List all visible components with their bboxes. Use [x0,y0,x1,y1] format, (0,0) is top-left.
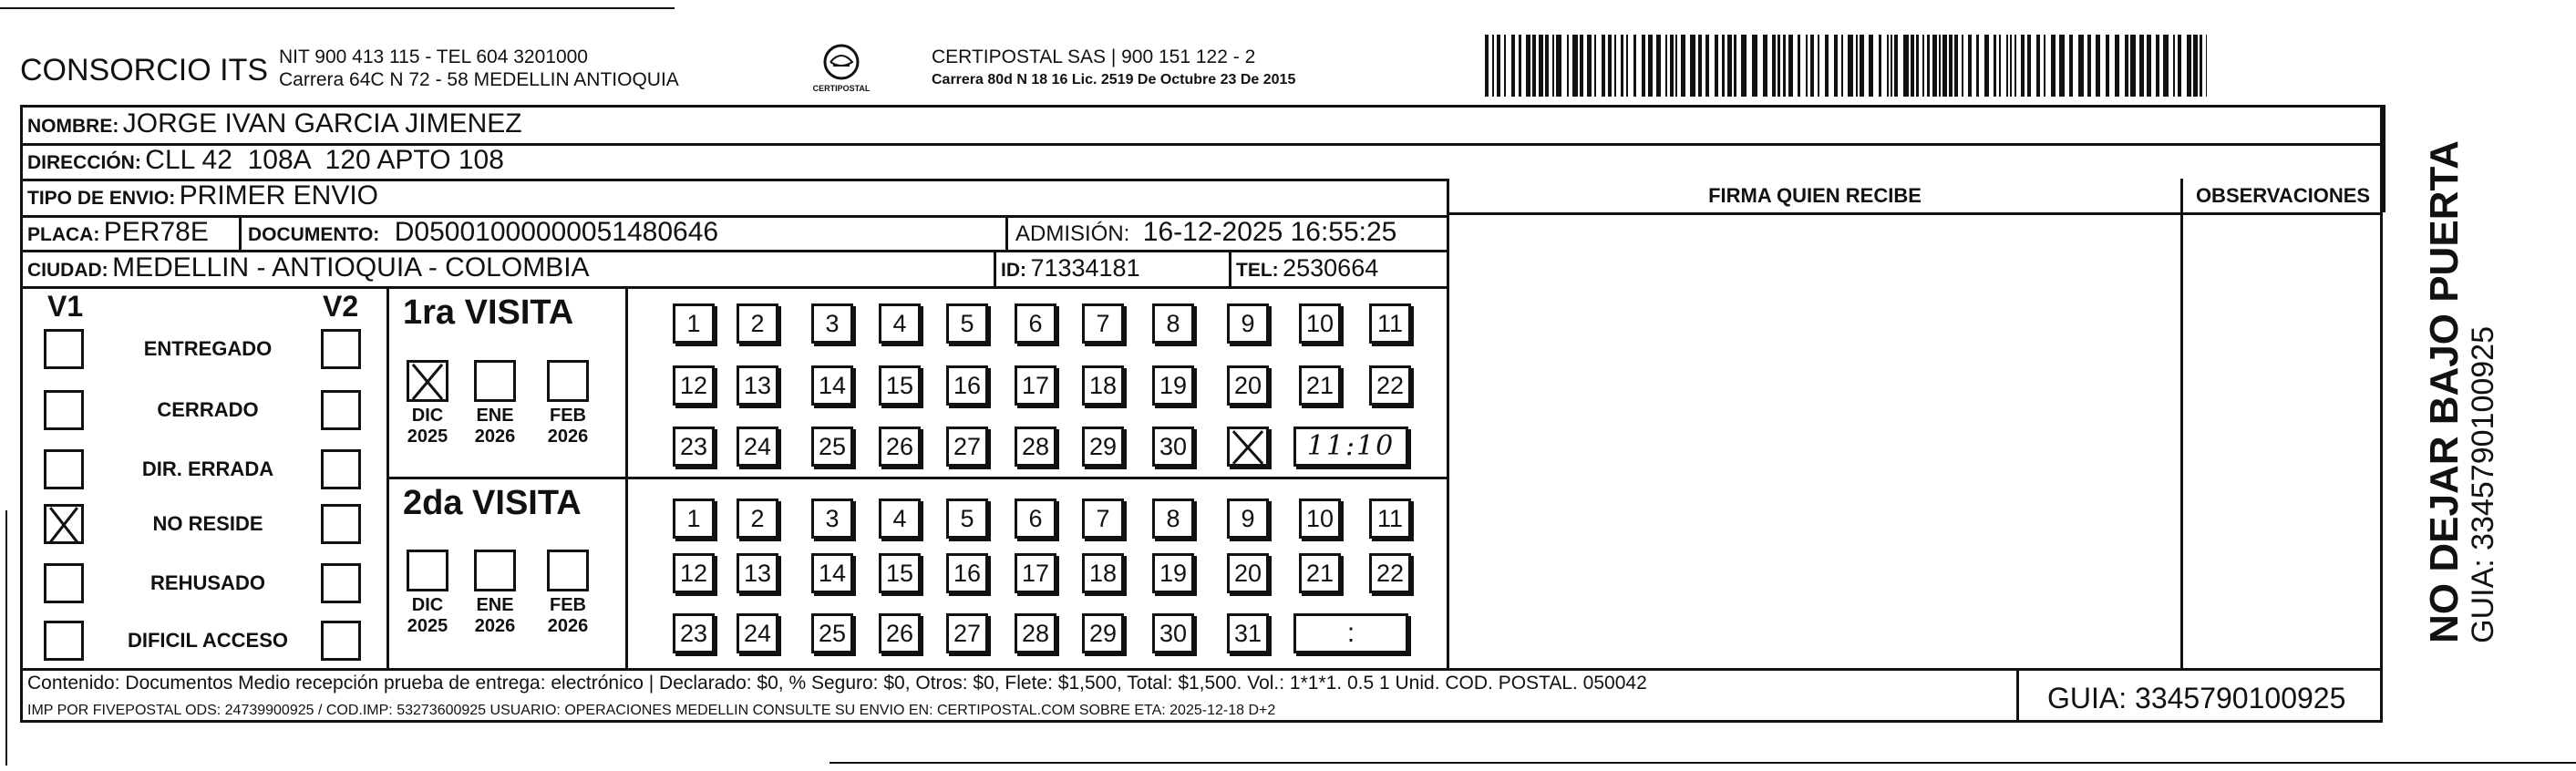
visit2-day-9[interactable]: 9 [1227,499,1269,539]
placa-value: PER78E [103,217,209,247]
visit2-month-box-1[interactable] [474,550,516,591]
nombre-value: JORGE IVAN GARCIA JIMENEZ [122,108,522,139]
visit1-day-30[interactable]: 30 [1152,427,1194,467]
state-label-0: ENTREGADO [143,337,273,360]
visit1-day-21[interactable]: 21 [1299,365,1341,406]
v2-checkbox-5[interactable] [321,621,361,661]
ciudad-label: CIUDAD: [27,260,108,281]
visit1-month-box-0[interactable] [407,360,448,402]
visit2-day-10[interactable]: 10 [1299,499,1341,539]
certipostal-info [932,46,1295,91]
visit1-day-17[interactable]: 17 [1015,365,1056,406]
month-name: DIC [411,406,444,426]
visit1-day-8[interactable]: 8 [1152,303,1194,344]
visit2-day-26[interactable]: 26 [879,613,921,653]
ciudad-value: MEDELLIN - ANTIOQUIA - COLOMBIA [112,252,590,283]
visit1-day-23[interactable]: 23 [673,427,715,467]
documento-value: D05001000000051480646 [394,217,719,247]
visit2-month-label-2 [536,595,600,637]
company-name: CONSORCIO ITS [20,53,269,87]
visit2-day-4[interactable]: 4 [879,499,921,539]
id-label: ID: [1001,260,1026,281]
v2-checkbox-0[interactable] [321,329,361,369]
visit2-day-31[interactable]: 31 [1227,613,1269,653]
v2-checkbox-3[interactable] [321,504,361,544]
direccion-row [27,145,504,176]
visit1-day-24[interactable]: 24 [737,427,778,467]
v1-checkbox-3[interactable] [44,504,84,544]
tipo-value: PRIMER ENVIO [179,180,379,211]
visit1-month-label-0 [396,406,459,447]
side-notice [2423,140,2499,643]
v2-header: V2 [323,290,359,323]
month-name: FEB [550,406,586,426]
visit2-day-27[interactable]: 27 [946,613,988,653]
visit2-day-6[interactable]: 6 [1015,499,1056,539]
barcode [1481,35,2210,97]
visit2-day-17[interactable]: 17 [1015,553,1056,593]
no-dejar-notice: NO DEJAR BAJO PUERTA [2422,140,2467,643]
month-year: 2026 [474,616,516,636]
direccion-value: CLL 42 108A 120 APTO 108 [145,145,504,175]
visit2-day-3[interactable]: 3 [811,499,853,539]
month-year: 2025 [407,427,448,447]
visit2-day-28[interactable]: 28 [1015,613,1056,653]
v1-checkbox-4[interactable] [44,563,84,603]
visit2-day-18[interactable]: 18 [1082,553,1124,593]
side-guia: GUIA: 3345790100925 [2466,326,2500,643]
visit1-day-29[interactable]: 29 [1082,427,1124,467]
visit1-day-3[interactable]: 3 [811,303,853,344]
visit1-day-6[interactable]: 6 [1015,303,1056,344]
visit1-day-9[interactable]: 9 [1227,303,1269,344]
visit2-day-24[interactable]: 24 [737,613,778,653]
visit2-title: 2da VISITA [403,484,582,522]
visit2-day-2[interactable]: 2 [737,499,778,539]
visit2-day-19[interactable]: 19 [1152,553,1194,593]
v1-checkbox-0[interactable] [44,329,84,369]
tipo-label: TIPO DE ENVIO: [27,188,176,209]
visit2-day-15[interactable]: 15 [879,553,921,593]
visit2-day-25[interactable]: 25 [811,613,853,653]
tel-value: 2530664 [1283,254,1379,282]
nombre-row [27,108,522,139]
month-year: 2026 [547,616,589,636]
visit2-day-7[interactable]: 7 [1082,499,1124,539]
nit-line: NIT 900 413 115 - TEL 604 3201000 [279,46,588,67]
visit1-day-10[interactable]: 10 [1299,303,1341,344]
firma-header: FIRMA QUIEN RECIBE [1708,184,1922,207]
certipostal-line: CERTIPOSTAL SAS | 900 151 122 - 2 [932,46,1256,67]
visit1-title: 1ra VISITA [403,293,574,332]
admision-label: ADMISIÓN: [1015,221,1130,246]
month-year: 2025 [407,616,448,636]
visit2-day-21[interactable]: 21 [1299,553,1341,593]
visit1-day-7[interactable]: 7 [1082,303,1124,344]
visit1-day-16[interactable]: 16 [946,365,988,406]
visit1-day-12[interactable]: 12 [673,365,715,406]
visit1-day-1[interactable]: 1 [673,303,715,344]
visit2-day-1[interactable]: 1 [673,499,715,539]
visit1-day-15[interactable]: 15 [879,365,921,406]
visit2-month-label-1 [463,595,527,637]
visit2-time-field[interactable]: : [1293,613,1408,653]
visit2-day-30[interactable]: 30 [1152,613,1194,653]
visit2-day-22[interactable]: 22 [1369,553,1411,593]
tel-cell [1236,254,1378,283]
visit1-day-13[interactable]: 13 [737,365,778,406]
visit1-day-2[interactable]: 2 [737,303,778,344]
month-name: ENE [476,406,514,426]
company-address: Carrera 64C N 72 - 58 MEDELLIN ANTIOQUIA [279,69,679,90]
company-info [279,46,679,91]
guia-number: GUIA: 3345790100925 [2047,682,2346,714]
admision-value: 16-12-2025 16:55:25 [1142,217,1397,247]
visit2-month-box-0[interactable] [407,550,448,591]
visit2-day-8[interactable]: 8 [1152,499,1194,539]
observaciones-header: OBSERVACIONES [2195,184,2371,207]
v2-checkbox-4[interactable] [321,563,361,603]
visit2-day-23[interactable]: 23 [673,613,715,653]
visit1-time-field[interactable]: 11:10 [1293,427,1408,467]
v1-header: V1 [47,290,84,323]
tipo-row [27,180,378,211]
certipostal-license: Carrera 80d N 18 16 Lic. 2519 De Octubre 23 De 2015 [932,72,1296,87]
visit1-day-18[interactable]: 18 [1082,365,1124,406]
visit2-day-11[interactable]: 11 [1369,499,1411,539]
state-label-3: NO RESIDE [152,512,263,535]
v2-checkbox-1[interactable] [321,390,361,430]
visit1-day-19[interactable]: 19 [1152,365,1194,406]
visit1-day-5[interactable]: 5 [946,303,988,344]
visit1-day-crossed[interactable] [1227,427,1269,467]
visit2-month-label-0 [396,595,459,637]
visit1-day-14[interactable]: 14 [811,365,853,406]
placa-cell [27,217,209,248]
signature-area[interactable] [1449,215,2180,668]
v1-checkbox-5[interactable] [44,621,84,661]
visit1-day-20[interactable]: 20 [1227,365,1269,406]
observations-area[interactable] [2183,215,2383,668]
nombre-label: NOMBRE: [27,116,119,137]
visit2-day-5[interactable]: 5 [946,499,988,539]
visit2-day-16[interactable]: 16 [946,553,988,593]
id-value: 71334181 [1030,254,1140,282]
ciudad-cell [27,252,590,283]
visit2-day-29[interactable]: 29 [1082,613,1124,653]
state-label-1: CERRADO [157,398,259,421]
direccion-label: DIRECCIÓN: [27,152,141,173]
visit2-day-14[interactable]: 14 [811,553,853,593]
visit1-month-label-2 [536,406,600,447]
month-year: 2026 [547,427,589,447]
visit2-day-13[interactable]: 13 [737,553,778,593]
visit1-month-label-1 [463,406,527,447]
placa-label: PLACA: [27,224,100,245]
v2-checkbox-2[interactable] [321,449,361,489]
logo-text: CERTIPOSTAL [812,84,871,93]
visit1-day-25[interactable]: 25 [811,427,853,467]
state-label-4: REHUSADO [150,571,265,594]
admision-cell [1015,217,1396,248]
v1-checkbox-2[interactable] [44,449,84,489]
visit1-day-28[interactable]: 28 [1015,427,1056,467]
v1-checkbox-1[interactable] [44,390,84,430]
month-year: 2026 [474,427,516,447]
certipostal-logo [813,42,870,102]
visit1-month-box-2[interactable] [547,360,589,402]
state-label-5: DIFICIL ACCESO [127,629,288,652]
visit1-day-26[interactable]: 26 [879,427,921,467]
print-info-line: IMP POR FIVEPOSTAL ODS: 24739900925 / COD.IMP: 53273600925 USUARIO: OPERACIONES MEDELLIN CONSULTE SU ENVIO EN: CERTIPOSTAL.COM SOBRE ETA: 2025-12-18 D+2 [27,703,1276,718]
documento-cell [248,217,718,248]
month-name: DIC [411,595,444,615]
visit1-day-11[interactable]: 11 [1369,303,1411,344]
state-label-2: DIR. ERRADA [141,457,274,480]
visit2-day-12[interactable]: 12 [673,553,715,593]
tel-label: TEL: [1236,260,1279,281]
visit1-day-22[interactable]: 22 [1369,365,1411,406]
visit2-month-box-2[interactable] [547,550,589,591]
visit1-day-4[interactable]: 4 [879,303,921,344]
visit1-day-27[interactable]: 27 [946,427,988,467]
visit1-month-box-1[interactable] [474,360,516,402]
documento-label: DOCUMENTO: [248,224,380,245]
month-name: FEB [550,595,586,615]
contents-line: Contenido: Documentos Medio recepción prueba de entrega: electrónico | Declarado: $0, % Seguro: $0, Otros: $0, Flete: $1,500, Total: $1,500. Vol.: 1*1*1. 0.5 1 Unid. COD. POSTAL. 050042 [27,673,1647,694]
month-name: ENE [476,595,514,615]
id-cell [1001,254,1140,283]
visit2-day-20[interactable]: 20 [1227,553,1269,593]
